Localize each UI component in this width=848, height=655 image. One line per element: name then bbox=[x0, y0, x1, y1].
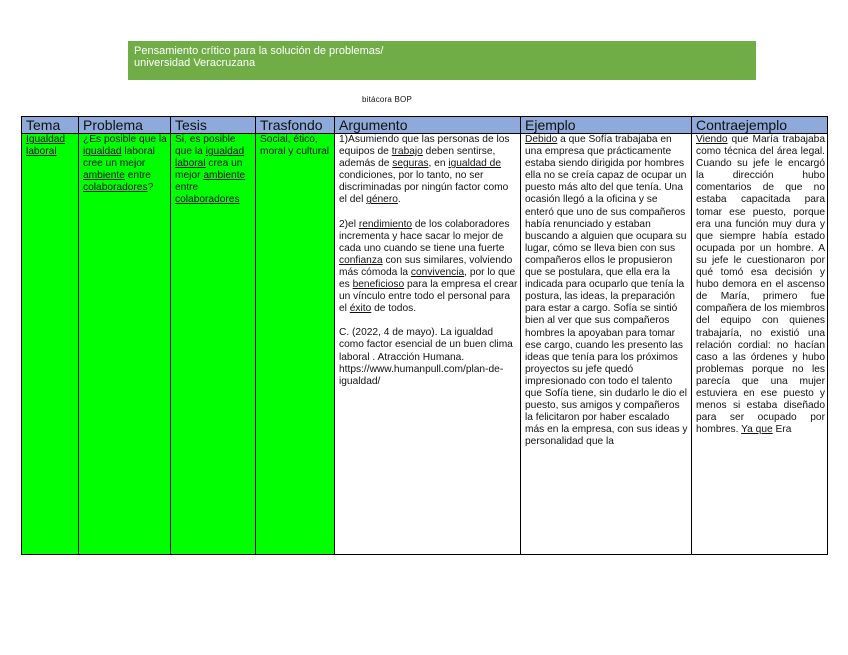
argumento-paragraph-1 bbox=[339, 134, 518, 207]
arg2-text-c: de los colaboradores incrementa y hace sacar lo mejor de cada uno cuando se tiene una fuerte bbox=[339, 218, 510, 254]
problema-term-colaboradores: colaboradores bbox=[83, 182, 148, 194]
argumento-paragraph-2 bbox=[339, 219, 518, 316]
arg2-term-convivencia: convivencia bbox=[410, 266, 465, 278]
arg2-text-g: , por lo que es bbox=[339, 266, 516, 291]
bop-log-table bbox=[21, 116, 828, 555]
column-header-contraejemplo: Contraejemplo bbox=[692, 117, 828, 134]
arg2-term-exito: éxito bbox=[349, 303, 372, 315]
contraejemplo-term-viendo: Viendo bbox=[696, 134, 728, 145]
arg1-term-genero: género bbox=[366, 194, 398, 206]
table-header-row bbox=[22, 117, 828, 134]
problema-term-ambiente: ambiente bbox=[83, 170, 125, 182]
arg2-term-beneficioso: beneficioso bbox=[352, 279, 405, 291]
paragraph-gap bbox=[339, 207, 518, 219]
column-header-problema: Problema bbox=[79, 117, 171, 134]
cell-ejemplo bbox=[521, 134, 692, 555]
arg1-text-a: 1)Asumiendo que las personas de los equipos de bbox=[339, 134, 510, 158]
problema-term-igualdad: igualdad bbox=[83, 146, 122, 158]
tesis-term-ambiente: ambiente bbox=[203, 170, 246, 182]
column-header-trasfondo: Trasfondo bbox=[256, 117, 335, 134]
cell-argumento bbox=[335, 134, 521, 555]
problema-text-1: ¿Es posible que la bbox=[83, 134, 167, 145]
tema-text: Igualdad laboral bbox=[26, 134, 66, 158]
arg1-text-i: . bbox=[397, 194, 401, 206]
tesis-term-colaboradores: colaboradores bbox=[175, 194, 240, 206]
arg1-term-igualdad: igualdad de bbox=[448, 158, 502, 170]
document-subtitle: bitácora BOP bbox=[362, 95, 412, 104]
cell-problema bbox=[79, 134, 171, 555]
ejemplo-text: a que Sofía trabajaba en una empresa que prácticamente estaba siendo dirigida por hombres ella no se creía capaz de ocupar un puesto más alto del que tenía. Una ocasión llegó a la oficina y se enteró que uno de sus compañeros había renunciado y estaban buscando a alguien que ocupara su lugar, cómo se lleva bien con sus compañeros ellos le propusieron que se postulara, que ella era la indicada para ocuparlo que tenía la postura, las ideas, la preparación para estar a cargo. Sofía se sintió bien al ver que sus compañeros hombres la apoyaban para tomar ese cargo, cuando les presento las ideas que tenía para los próximos proyectos su jefe quedó impresionado con todo el talento que Sofía tiene, sin dudarlo le dio el puesto, sus amigos y compañeros la felicitaron por haber escalado más en la empresa, con sus ideas y personalidad que la bbox=[525, 134, 688, 448]
contraejemplo-text: que María trabajaba como técnica del área legal. Cuando su jefe le encargó la dirección hubo comentarios de que no estaba capacitada para tomar ese puesto, porque era una función muy dura y que siempre había estado ocupada por un hombre. A su jefe le cuestionaron por qué tomó esa decisión y hubo demora en el ascenso de María, primero fue compañera de los miembros del equipo con quienes trabajaría, no existió una relación cordial: no hacían caso a las órdenes y hubo problemas porque no les parecía que una mujer estuviera en ese puesto y menos si estaba diseñado para ser ocupado por hombres. bbox=[696, 134, 825, 436]
tesis-term-igualdad-laboral: igualdad laboral bbox=[175, 146, 245, 170]
argumento-citation: C. (2022, 4 de mayo). La igualdad como factor esencial de un buen clima laboral . Atracción Humana. https://www.humanpull.com/plan-de-igualdad/ bbox=[339, 327, 513, 387]
cell-tema bbox=[22, 134, 79, 555]
tesis-text-1: Si, es posible que la bbox=[175, 134, 236, 158]
arg2-text-k: de todos. bbox=[371, 303, 417, 315]
cell-tesis bbox=[171, 134, 256, 555]
tesis-text-3: entre bbox=[175, 182, 199, 194]
cell-trasfondo bbox=[256, 134, 335, 555]
arg1-term-trabajo: trabajo bbox=[391, 146, 423, 158]
problema-text-2: laboral cree un mejor bbox=[83, 146, 155, 170]
ejemplo-term-debido: Debido bbox=[525, 134, 558, 145]
contraejemplo-term-ya-que: Ya que bbox=[741, 424, 773, 436]
arg1-text-g: condiciones, por lo tanto, no ser discriminadas por ningún factor como el del bbox=[339, 170, 509, 206]
problema-text-3: entre bbox=[124, 170, 151, 182]
arg1-term-seguras: seguras bbox=[392, 158, 429, 170]
column-header-ejemplo: Ejemplo bbox=[521, 117, 692, 134]
column-header-argumento: Argumento bbox=[335, 117, 521, 134]
problema-text-4: ? bbox=[147, 182, 154, 194]
arg1-text-e: , en bbox=[428, 158, 449, 170]
table-row bbox=[22, 134, 828, 555]
title-line-1: Pensamiento crítico para la solución de problemas/ bbox=[134, 45, 384, 57]
paragraph-gap bbox=[339, 315, 518, 327]
title-banner bbox=[128, 41, 756, 80]
arg2-term-rendimiento: rendimiento bbox=[358, 218, 413, 230]
title-line-2: universidad Veracruzana bbox=[134, 57, 256, 69]
arg2-term-confianza: confianza bbox=[339, 254, 383, 266]
arg2-text-a: 2)el bbox=[339, 218, 359, 230]
arg2-text-e: con sus similares, volviendo más cómoda la bbox=[339, 254, 513, 278]
cell-contraejemplo bbox=[692, 134, 828, 555]
column-header-tema: Tema bbox=[22, 117, 79, 134]
arg2-text-i: para la empresa el crear un vínculo entre todo el personal para el bbox=[339, 279, 518, 315]
tesis-text-2: crea un mejor bbox=[175, 158, 243, 182]
contraejemplo-text-end: Era bbox=[772, 424, 792, 436]
arg1-text-c: deben sentirse, además de bbox=[339, 146, 496, 170]
column-header-tesis: Tesis bbox=[171, 117, 256, 134]
trasfondo-text: Social, ético, moral y cultural bbox=[260, 134, 330, 158]
